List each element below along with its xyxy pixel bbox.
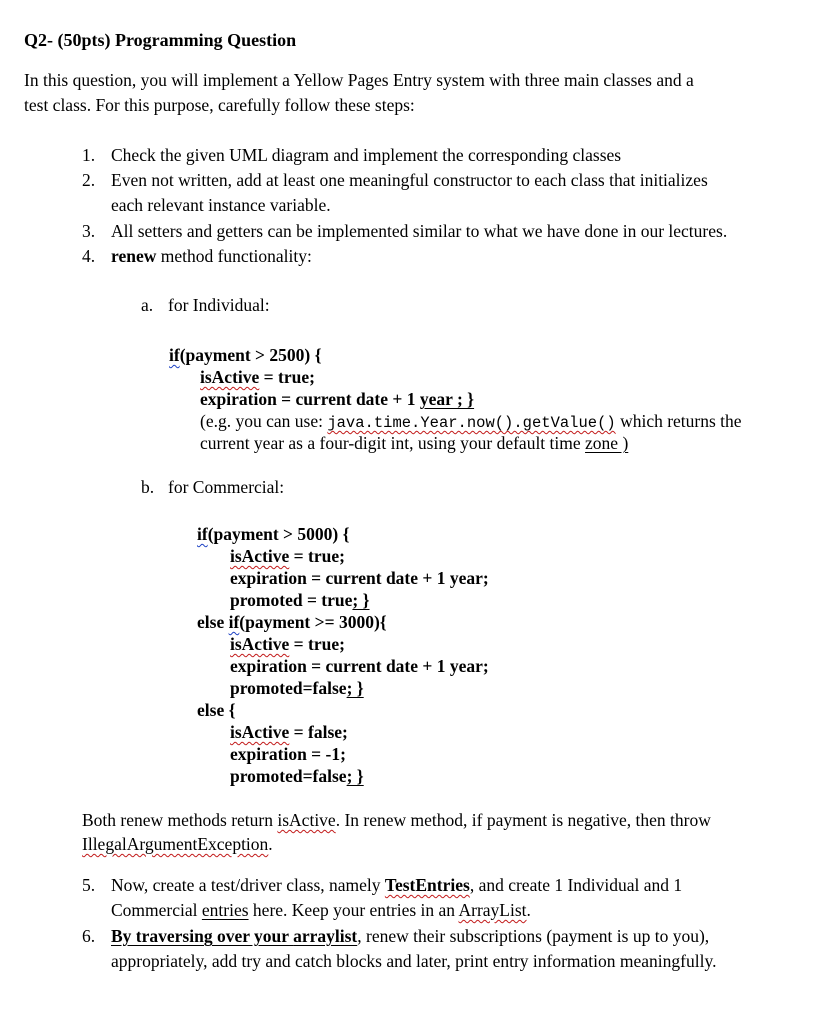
code-text: expiration = current date + 1 <box>200 389 420 409</box>
step-6-line-1 <box>111 926 709 947</box>
step-5-line-1 <box>111 875 682 896</box>
code-line <box>197 612 387 633</box>
code-text: = false; <box>289 722 348 742</box>
sub-text-b: for Commercial: <box>168 477 285 497</box>
step-text-bold: By traversing over your <box>111 926 294 946</box>
arraylist-token: ArrayList <box>458 900 527 920</box>
step-text: Even not written, add at least one meaningful constructor to each class that initializes <box>111 170 708 190</box>
step-6-line-2: appropriately, add try and catch blocks and later, print entry information meaningfully. <box>111 951 717 971</box>
step-text: , and create 1 Individual and 1 <box>469 875 683 895</box>
step-text: Commercial <box>111 900 202 920</box>
code-line <box>230 590 370 611</box>
note-text: . In renew method, if payment is negative, then throw <box>335 810 711 830</box>
code-line <box>230 766 364 787</box>
sub-text-a: for Individual: <box>168 295 270 315</box>
if-keyword: if <box>169 345 180 365</box>
step-text: , renew their subscriptions (payment is up to you), <box>357 926 710 946</box>
code-note <box>200 433 628 454</box>
step-text: Check the given UML diagram and implement the corresponding classes <box>111 145 622 165</box>
step-text: . <box>526 900 531 920</box>
step-text: Now, create a test/driver class, namely <box>111 875 385 895</box>
code-text: = true; <box>259 367 315 387</box>
inline-code: java.time.Year.now().getValue() <box>327 414 616 432</box>
note-text: . <box>268 834 273 854</box>
isactive-token: isActive <box>230 634 290 654</box>
isactive-token: isActive <box>230 546 290 566</box>
code-text: ; } <box>346 766 364 786</box>
exception-token: IllegalArgumentException <box>82 834 269 854</box>
renew-note-line-1 <box>82 810 711 831</box>
step-text: All setters and getters can be implemented similar to what we have done in our lectures. <box>111 221 728 241</box>
code-line: expiration = current date + 1 year; <box>230 568 489 588</box>
code-text: year ; } <box>419 389 475 409</box>
code-line <box>230 722 348 743</box>
note-text: zone ) <box>585 433 629 453</box>
code-line <box>200 389 474 410</box>
class-name-token: TestEntries <box>384 875 470 895</box>
step-text: each relevant instance variable. <box>111 195 331 215</box>
code-line: expiration = -1; <box>230 744 346 764</box>
step-number: 6. <box>82 926 96 946</box>
step-number: 2. <box>82 170 96 190</box>
isactive-token: isActive <box>200 367 260 387</box>
code-line: expiration = current date + 1 year; <box>230 656 489 676</box>
step-number: 3. <box>82 221 96 241</box>
code-line <box>230 634 345 655</box>
if-keyword: if <box>197 524 208 544</box>
note-text: (e.g. you can use: <box>200 411 328 431</box>
code-line <box>197 524 350 545</box>
if-keyword: if <box>228 612 240 632</box>
code-text: (payment >= 3000){ <box>239 612 387 632</box>
sub-label-b: b. <box>141 477 155 497</box>
isactive-token: isActive <box>277 810 336 830</box>
code-text: = true; <box>289 546 345 566</box>
step-text-rest: method functionality: <box>156 246 312 266</box>
note-text: Both renew methods return <box>82 810 278 830</box>
question-title: Q2- (50pts) Programming Question <box>24 30 297 50</box>
step-number: 4. <box>82 246 96 266</box>
step-number: 1. <box>82 145 96 165</box>
code-line <box>230 678 364 699</box>
code-text: ; } <box>346 678 364 698</box>
step-text <box>111 246 312 267</box>
code-text: promoted=false <box>230 766 347 786</box>
isactive-token: isActive <box>230 722 290 742</box>
code-text: = true; <box>289 634 345 654</box>
note-text: current year as a four-digit int, using your default time <box>200 433 586 453</box>
note-text: which returns the <box>615 411 742 431</box>
arraylist-token: arraylist <box>293 926 358 946</box>
renew-note-line-2 <box>82 834 273 855</box>
intro-line-1: In this question, you will implement a Yellow Pages Entry system with three main classes and a <box>24 70 694 90</box>
code-text: (payment > 5000) { <box>207 524 350 544</box>
code-line <box>200 367 315 388</box>
code-text: promoted = true <box>230 590 353 610</box>
code-text: ; } <box>352 590 370 610</box>
code-line <box>230 546 345 567</box>
code-line <box>169 345 322 366</box>
step-5-line-2 <box>111 900 531 921</box>
code-line: else { <box>197 700 236 720</box>
sub-label-a: a. <box>141 295 154 315</box>
step-text: here. Keep your entries in an <box>248 900 459 920</box>
code-text: (payment > 2500) { <box>179 345 322 365</box>
code-text: else <box>197 612 229 632</box>
code-text: promoted=false <box>230 678 347 698</box>
code-note <box>200 411 742 432</box>
renew-keyword: renew <box>111 246 157 266</box>
intro-line-2: test class. For this purpose, carefully follow these steps: <box>24 95 415 115</box>
step-number: 5. <box>82 875 96 895</box>
step-text: entries <box>201 900 249 920</box>
